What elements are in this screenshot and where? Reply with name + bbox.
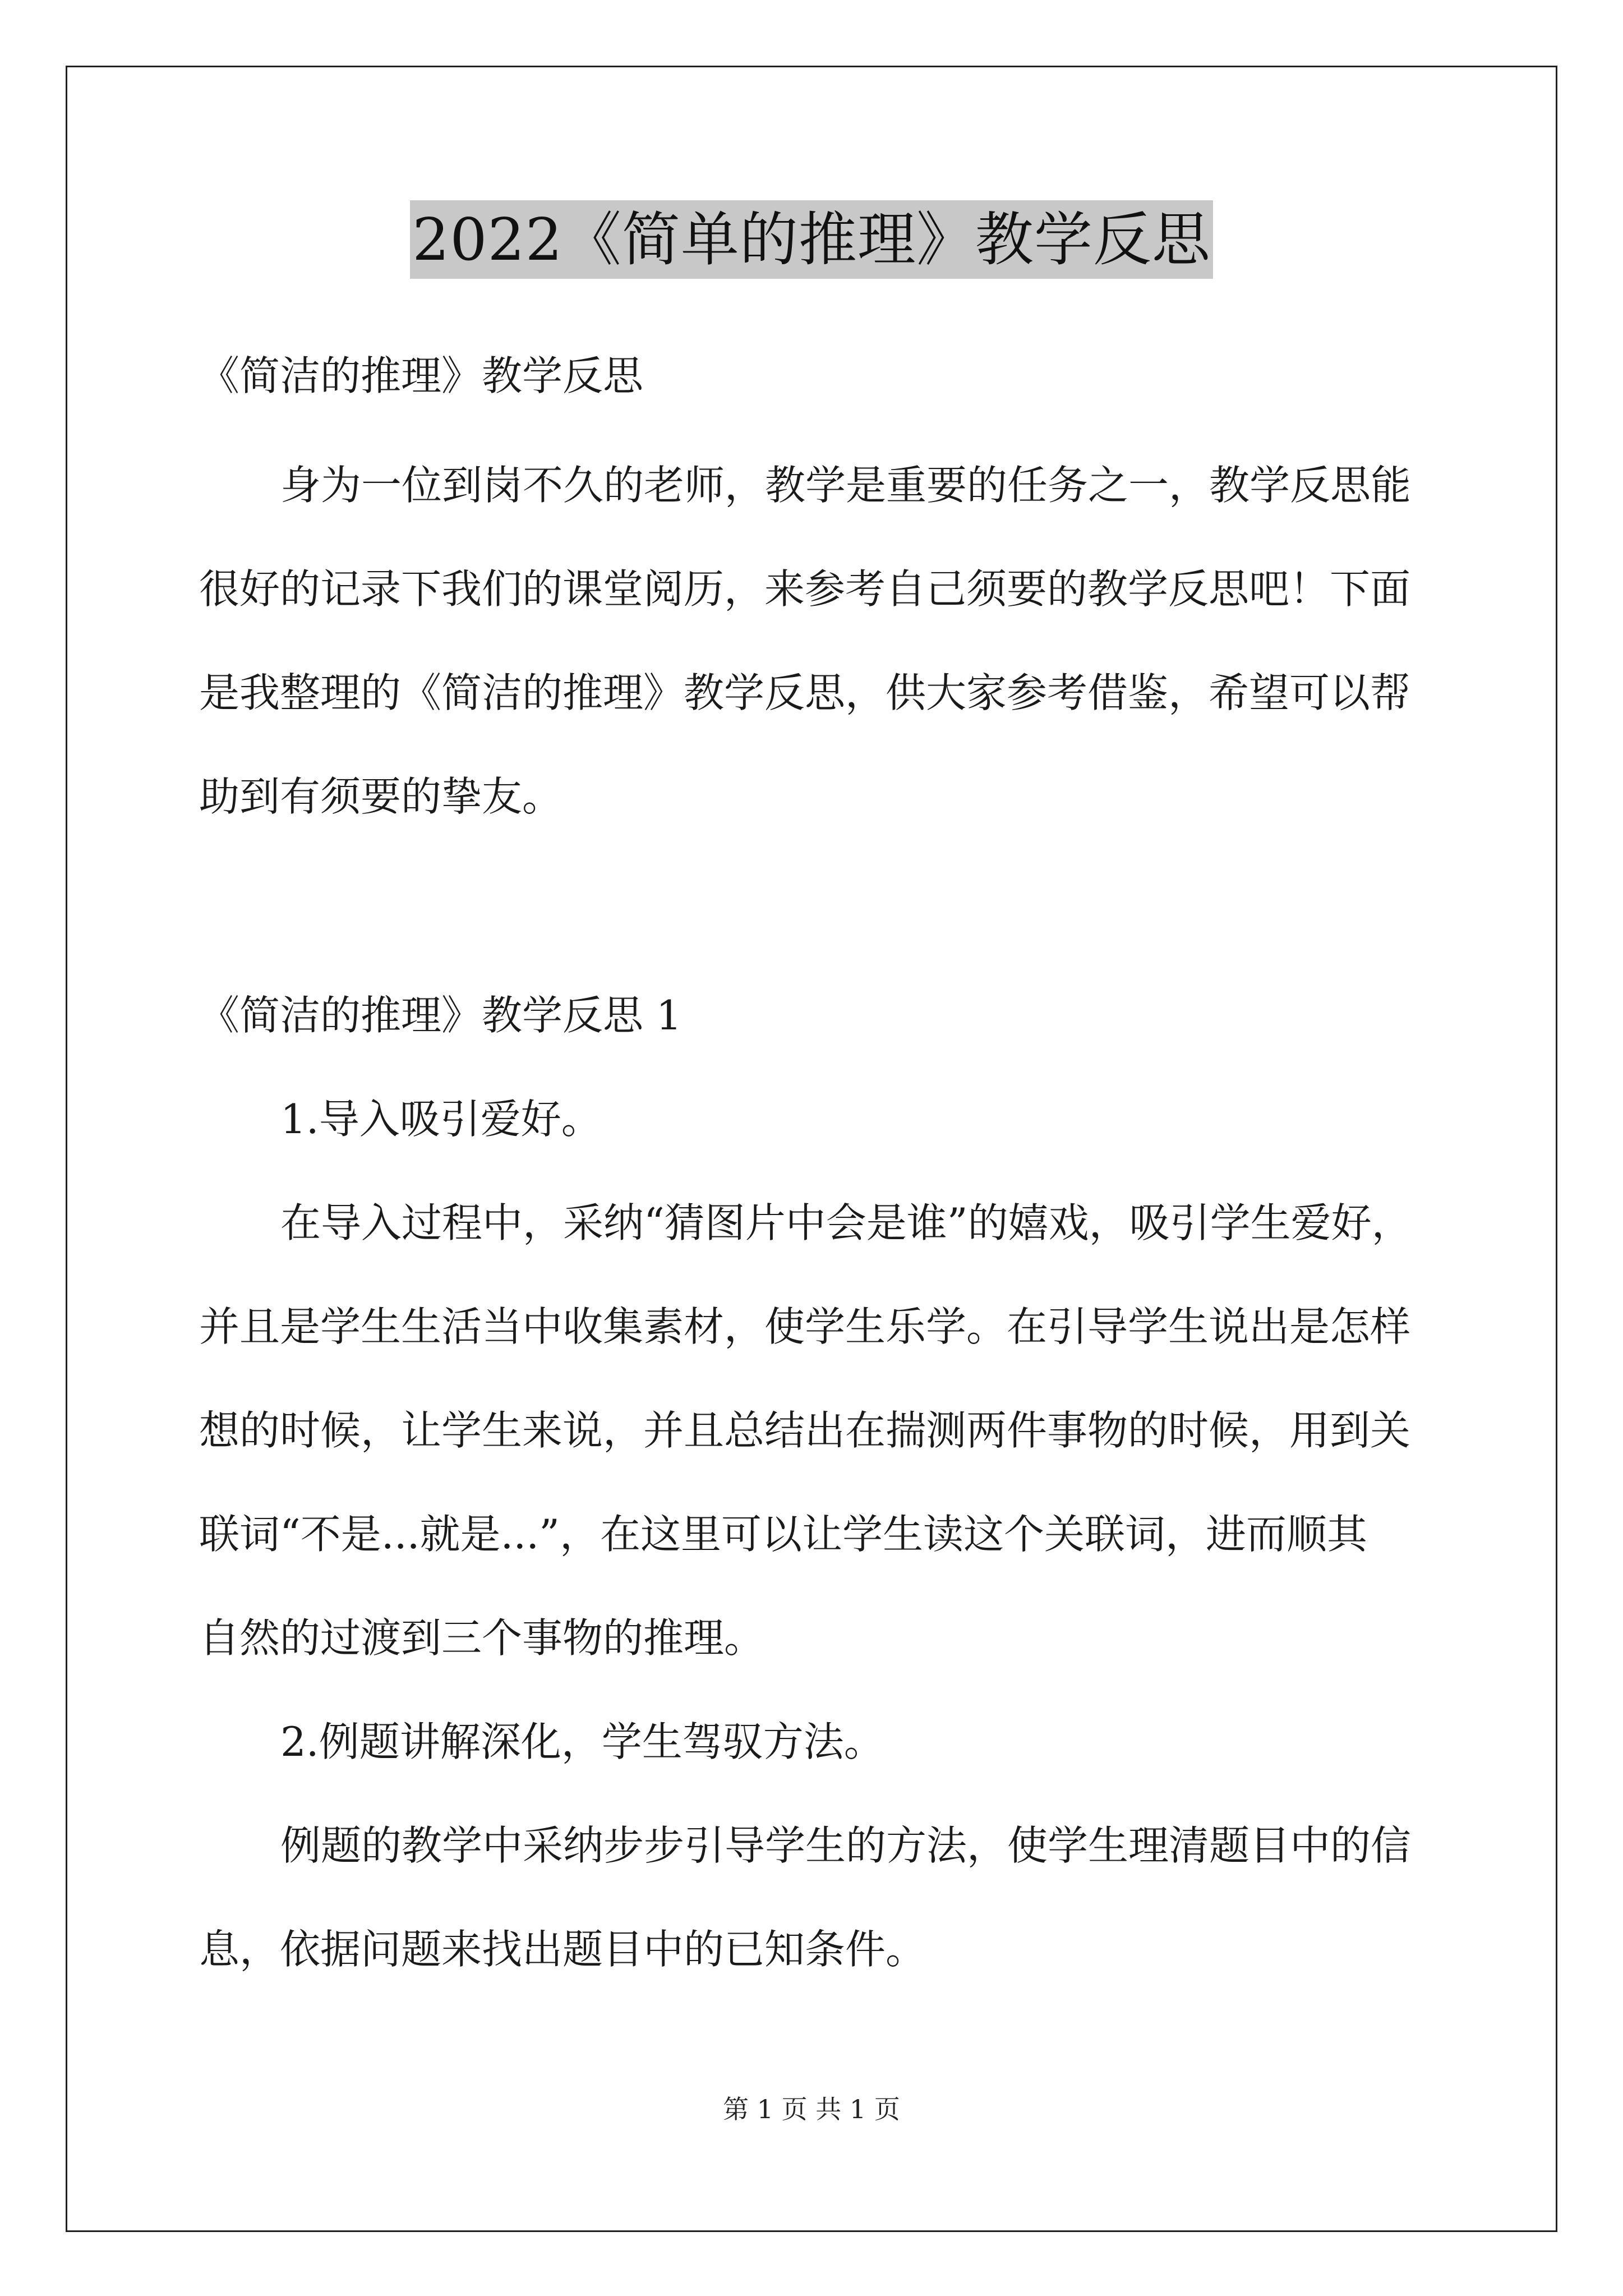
point-1-line-5: 自然的过渡到三个事物的推理。 (199, 1614, 765, 1662)
point-2-heading: 2.例题讲解深化，学生驾驭方法。 (280, 1718, 884, 1765)
point-1-heading: 1.导入吸引爱好。 (280, 1096, 602, 1143)
intro-line-1: 身为一位到岗不久的老师，教学是重要的任务之一，教学反思能 (280, 462, 1412, 509)
section-1-heading: 《简洁的推理》教学反思 1 (199, 992, 682, 1039)
subtitle: 《简洁的推理》教学反思 (199, 352, 644, 399)
intro-line-2: 很好的记录下我们的课堂阅历，来参考自己须要的教学反思吧！下面 (199, 565, 1411, 613)
point-2-line-2: 息，依据问题来找出题目中的已知条件。 (199, 1926, 926, 1973)
page-footer: 第 1 页 共 1 页 (723, 2094, 900, 2124)
document-title: 2022《简单的推理》教学反思 (410, 200, 1213, 279)
intro-line-4: 助到有须要的挚友。 (199, 773, 563, 820)
point-1-line-3: 想的时候，让学生来说，并且总结出在揣测两件事物的时候，用到关 (199, 1407, 1411, 1454)
point-1-line-2: 并且是学生生活当中收集素材，使学生乐学。在引导学生说出是怎样 (199, 1303, 1411, 1350)
title-container (0, 200, 1623, 279)
point-1-line-1: 在导入过程中，采纳“猜图片中会是谁”的嬉戏，吸引学生爱好， (280, 1199, 1412, 1246)
point-2-line-1: 例题的教学中采纳步步引导学生的方法，使学生理清题目中的信 (280, 1822, 1412, 1869)
point-1-line-4: 联词“不是...就是...”，在这里可以让学生读这个关联词，进而顺其 (199, 1511, 1367, 1558)
intro-line-3: 是我整理的《简洁的推理》教学反思，供大家参考借鉴，希望可以帮 (199, 669, 1411, 716)
